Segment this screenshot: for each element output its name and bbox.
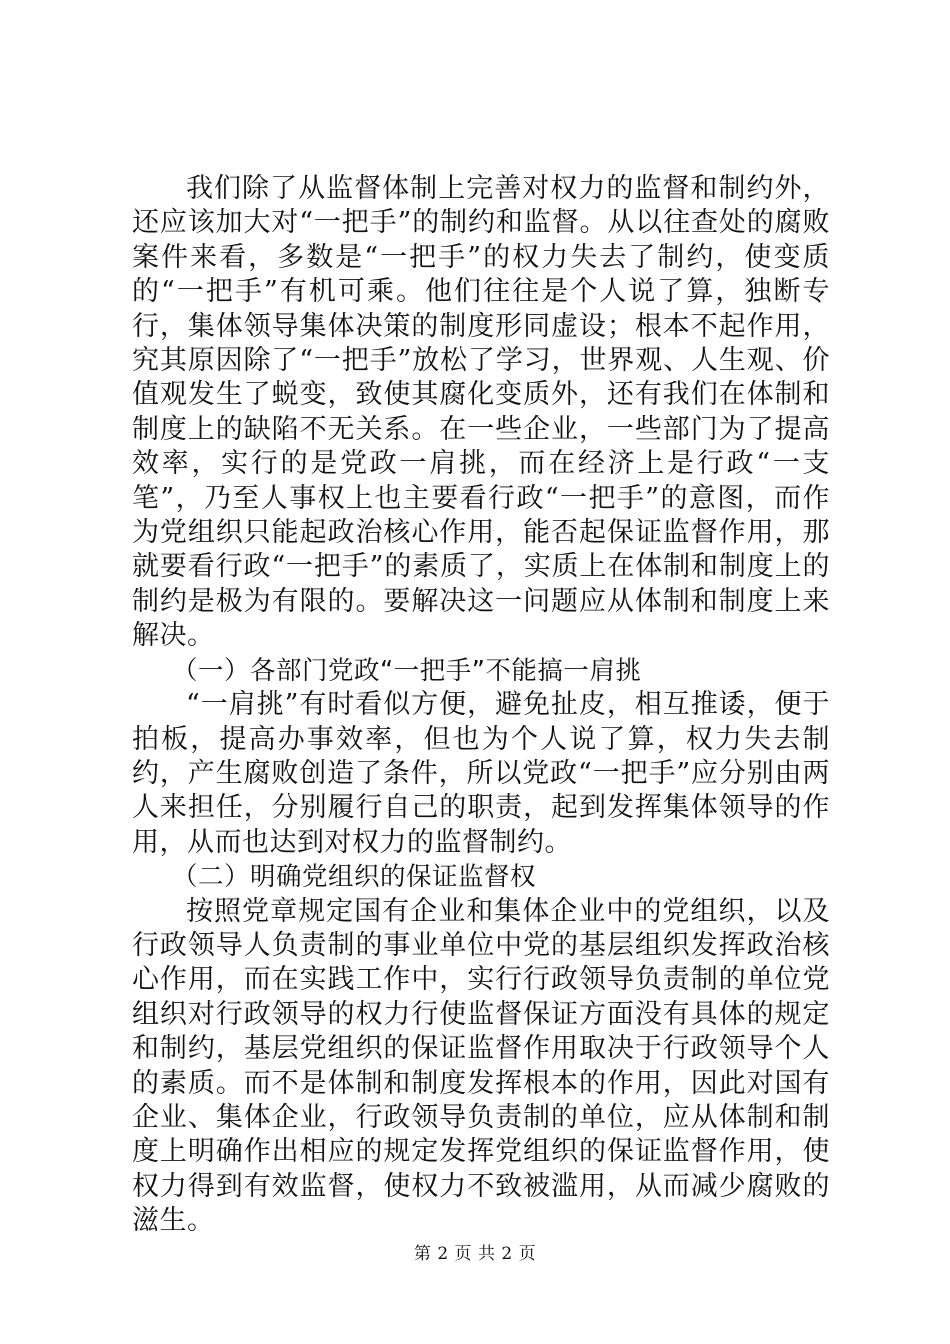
document-body bbox=[132, 172, 830, 1239]
section-2-paragraph: 按照党章规定国有企业和集体企业中的党组织，以及行政领导人负责制的事业单位中党的基层组织发挥政治核心作用，而在实践工作中，实行行政领导负责制的单位党组织对行政领导的权力行使监督保证方面没有具体的规定和制约，基层党组织的保证监督作用取决于行政领导个人的素质。而不是体制和制度发挥根本的作用，因此对国有企业、集体企业，行政领导负责制的单位，应从体制和制度上明确作出相应的规定发挥党组织的保证监督作用，使权力得到有效监督，使权力不致被滥用，从而减少腐败的滋生。 bbox=[132, 895, 830, 1237]
section-2-heading: （二）明确党组织的保证监督权 bbox=[172, 862, 537, 893]
section-1-paragraph: “一肩挑”有时看似方便，避免扯皮，相互推诿，便于拍板，提高办事效率，但也为个人说了算，权力失去制约，产生腐败创造了条件，所以党政“一把手”应分别由两人来担任，分别履行自己的职责，起到发挥集体领导的作用，从而也达到对权力的监督制约。 bbox=[132, 689, 830, 858]
intro-paragraph: 我们除了从监督体制上完善对权力的监督和制约外，还应该加大对“一把手”的制约和监督。从以往查处的腐败案件来看，多数是“一把手”的权力失去了制约，使变质的“一把手”有机可乘。他们往往是个人说了算，独断专行，集体领导集体决策的制度形同虚设；根本不起作用，究其原因除了“一把手”放松了学习，世界观、人生观、价值观发生了蜕变，致使其腐化变质外，还有我们在体制和制度上的缺陷不无关系。在一些企业，一些部门为了提高效率，实行的是党政一肩挑，而在经济上是行政“一支笔”，乃至人事权上也主要看行政“一把手”的意图，而作为党组织只能起政治核心作用，能否起保证监督作用，那就要看行政“一把手”的素质了，实质上在体制和制度上的制约是极为有限的。要解决这一问题应从体制和制度上来解决。 bbox=[132, 173, 830, 652]
page-number-footer: 第 2 页 共 2 页 bbox=[413, 1244, 537, 1264]
section-1-heading: （一）各部门党政“一把手”不能搞一肩挑 bbox=[172, 655, 642, 686]
